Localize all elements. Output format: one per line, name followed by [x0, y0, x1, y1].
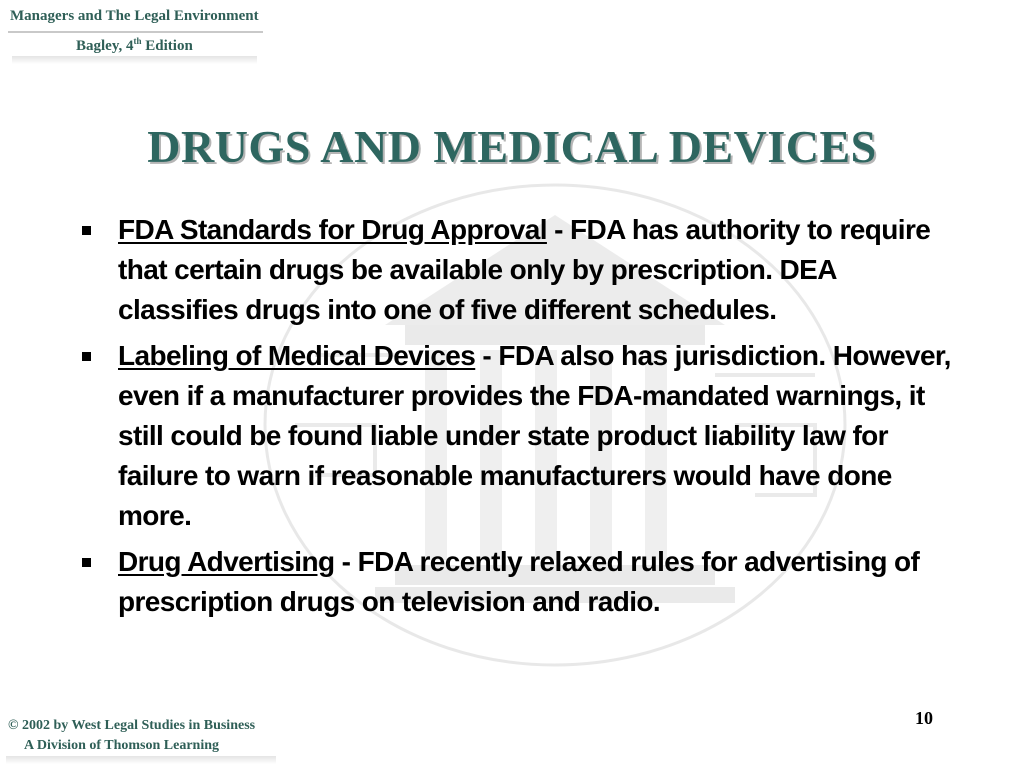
bullet-item: [80, 542, 960, 622]
header-edition-superscript: th: [133, 36, 142, 46]
bullet-term: FDA Standards for Drug Approval: [118, 214, 547, 245]
footer-division: A Division of Thomson Learning: [24, 738, 220, 753]
header-shadow: [12, 56, 257, 64]
bullet-text: - FDA also has jurisdiction. However, even if a manufacturer provides the FDA-mandated warnings, it still could be found liable under state product liability law for failure to warn if reasonable manufacturers would have done more.: [118, 340, 951, 531]
bullet-item: [80, 210, 960, 330]
bullet-item: [80, 336, 960, 536]
bullet-text: - FDA has authority to require that certain drugs be available only by prescription. DEA classifies drugs into one of five different schedules.: [118, 214, 931, 325]
page-number: 10: [915, 708, 933, 728]
header-book-title: Managers and The Legal Environment: [10, 8, 259, 24]
copyright-footer: [6, 716, 284, 766]
bullet-term: Labeling of Medical Devices: [118, 340, 476, 371]
bullet-square-icon: [82, 558, 91, 567]
header-divider: [8, 31, 263, 33]
header-edition-label: Edition: [141, 38, 193, 54]
bullet-term: Drug Advertising: [118, 546, 335, 577]
footer-copyright: © 2002 by West Legal Studies in Business: [8, 718, 256, 733]
bullet-square-icon: [82, 226, 91, 235]
book-header: [8, 4, 270, 60]
bullet-list: [80, 210, 960, 628]
header-author: Bagley, 4: [76, 38, 134, 54]
bullet-square-icon: [82, 352, 91, 361]
footer-shadow: [6, 756, 276, 764]
header-edition: [76, 36, 193, 55]
slide-title: DRUGS AND MEDICAL DEVICES: [147, 121, 877, 172]
bullet-text: - FDA recently relaxed rules for advertising of prescription drugs on television and radio.: [118, 546, 920, 617]
